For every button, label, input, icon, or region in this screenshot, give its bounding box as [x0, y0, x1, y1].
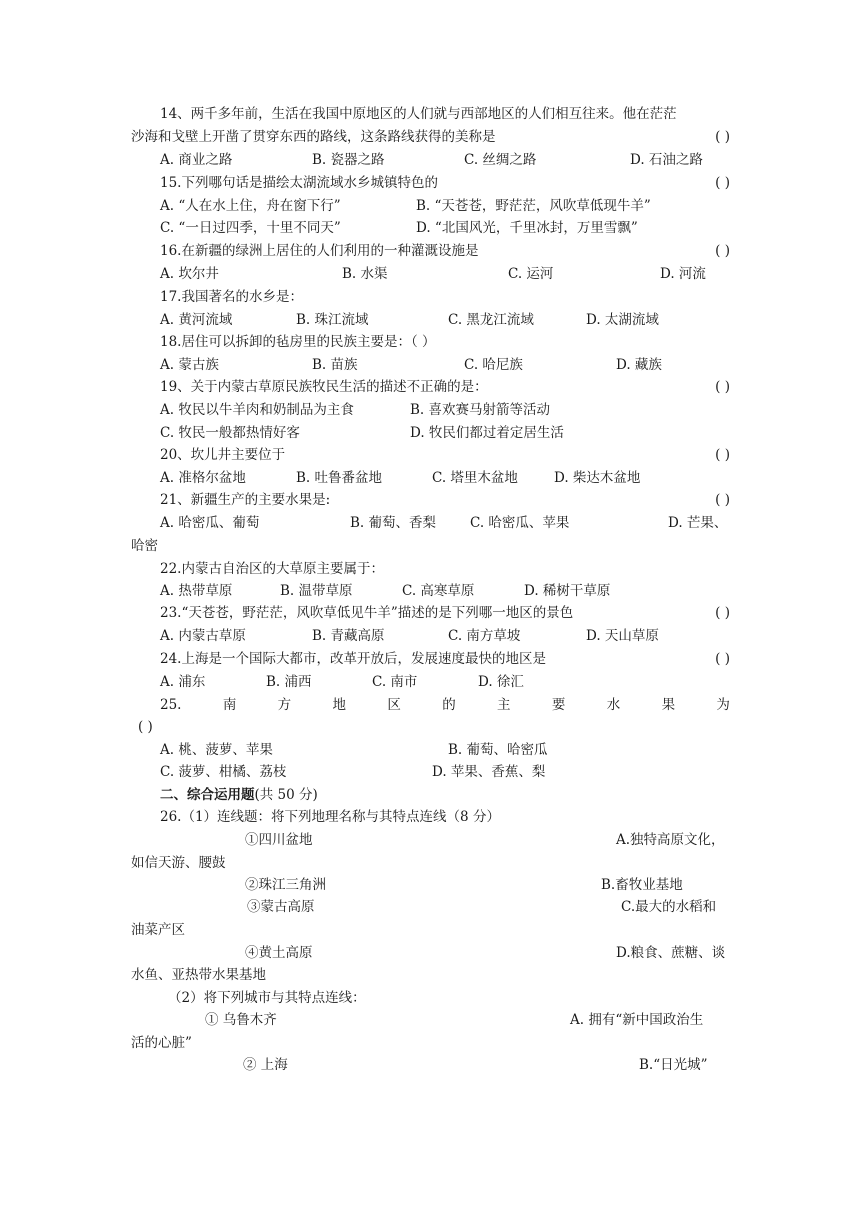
q25-stem-char: 方 — [277, 697, 292, 713]
q18-options — [160, 356, 730, 374]
q14-option-a[interactable]: A. 商业之路 — [160, 152, 233, 168]
q16-option-a[interactable]: A. 坎尔井 — [160, 266, 219, 282]
q15-stem: 15.下列哪句话是描绘太湖流域水乡城镇特色的 — [160, 175, 438, 191]
q18-option-b[interactable]: B. 苗族 — [312, 357, 358, 373]
q21-answer-paren: ( ) — [715, 492, 730, 508]
q26-city-feature-b[interactable]: B.“日光城” — [639, 1057, 708, 1073]
q25-option-a[interactable]: A. 桃、菠萝、苹果 — [160, 742, 273, 758]
q19-stem: 19、关于内蒙古草原民族牧民生活的描述不正确的是： — [160, 379, 488, 395]
q19-options-row1 — [160, 401, 730, 419]
q26-right-item-a[interactable]: A.独特高原文化， — [616, 832, 725, 848]
q25-options-row1 — [160, 741, 730, 759]
q20-option-b[interactable]: B. 吐鲁番盆地 — [296, 470, 383, 486]
q15-options-row1 — [160, 197, 730, 215]
q26-city-item-2[interactable]: ② 上海 — [243, 1057, 288, 1073]
q21-option-c[interactable]: C. 哈密瓜、苹果 — [470, 515, 570, 531]
q19-option-d[interactable]: D. 牧民们都过着定居生活 — [410, 425, 564, 441]
q26-right-item-c-wrap: 油菜产区 — [131, 922, 185, 938]
q19-option-c[interactable]: C. 牧民一般都热情好客 — [160, 425, 300, 441]
q25-stem-char: 的 — [442, 697, 456, 713]
q23-answer-paren: ( ) — [715, 605, 730, 621]
q15-answer-paren: ( ) — [715, 175, 730, 191]
q18-option-c[interactable]: C. 哈尼族 — [464, 357, 523, 373]
q16-answer-paren: ( ) — [715, 243, 730, 259]
q15-option-d[interactable]: D. “北国风光，千里冰封，万里雪飘” — [416, 220, 638, 236]
q14-answer-paren: ( ) — [715, 129, 730, 145]
q21-stem: 21、新疆生产的主要水果是: — [160, 492, 331, 508]
q24-option-a[interactable]: A. 浦东 — [160, 674, 206, 690]
q23-stem: 23.“天苍苍，野茫茫，风吹草低见牛羊”描述的是下列哪一地区的景色 — [160, 605, 574, 621]
q19-option-b[interactable]: B. 喜欢赛马射箭等活动 — [410, 402, 551, 418]
q22-options — [160, 582, 730, 600]
q26-right-item-d-wrap: 水鱼、亚热带水果基地 — [131, 967, 266, 983]
q20-option-c[interactable]: C. 塔里木盆地 — [432, 470, 518, 486]
q26-left-item-4[interactable]: ④黄土高原 — [245, 945, 313, 961]
q16-option-c[interactable]: C. 运河 — [508, 266, 554, 282]
q26-part1-instruction: 26.（1）连线题：将下列地理名称与其特点连线（8 分） — [160, 809, 500, 825]
q20-option-d[interactable]: D. 柴达木盆地 — [554, 470, 641, 486]
q26-right-item-a-wrap: 如信天游、腰鼓 — [131, 855, 226, 871]
q26-right-item-b[interactable]: B.畜牧业基地 — [601, 877, 683, 893]
q15-option-c[interactable]: C. “一日过四季，十里不同天” — [160, 220, 341, 236]
q20-answer-paren: ( ) — [715, 447, 730, 463]
q14-stem-line2: 沙海和戈壁上开凿了贯穿东西的路线，这条路线获得的美称是 — [131, 129, 496, 145]
q25-stem-char: 为 — [716, 697, 730, 713]
q17-option-a[interactable]: A. 黄河流域 — [160, 312, 233, 328]
section2-heading — [160, 786, 318, 804]
q26-left-item-2[interactable]: ②珠江三角洲 — [245, 877, 326, 893]
q14-option-b[interactable]: B. 瓷器之路 — [312, 152, 385, 168]
q24-option-b[interactable]: B. 浦西 — [266, 674, 312, 690]
q19-option-a[interactable]: A. 牧民以牛羊肉和奶制品为主食 — [160, 402, 354, 418]
q25-stem-char: 南 — [222, 697, 237, 713]
q26-left-item-1[interactable]: ①四川盆地 — [245, 832, 313, 848]
q21-option-b[interactable]: B. 葡萄、香梨 — [350, 515, 437, 531]
q15-options-row2 — [160, 219, 730, 237]
q14-stem-line1: 14、两千多年前，生活在我国中原地区的人们就与西部地区的人们相互往来。他在茫茫 — [160, 106, 677, 122]
q26-part2-instruction: （2）将下列城市与其特点连线： — [168, 990, 366, 1006]
section2-score: (共 50 分) — [254, 787, 318, 803]
q16-option-b[interactable]: B. 水渠 — [342, 266, 388, 282]
q17-options — [160, 311, 730, 329]
q25-stem — [160, 696, 730, 714]
q20-option-a[interactable]: A. 准格尔盆地 — [160, 470, 246, 486]
q22-option-a[interactable]: A. 热带草原 — [160, 583, 233, 599]
q17-option-b[interactable]: B. 珠江流域 — [296, 312, 369, 328]
q19-answer-paren: ( ) — [715, 379, 730, 395]
q25-stem-char: 区 — [387, 697, 401, 713]
q17-option-c[interactable]: C. 黑龙江流域 — [448, 312, 534, 328]
q17-option-d[interactable]: D. 太湖流域 — [586, 312, 659, 328]
q24-option-c[interactable]: C. 南市 — [372, 674, 418, 690]
q25-stem-char: 地 — [332, 697, 347, 713]
q19-options-row2 — [160, 424, 730, 442]
q23-options — [160, 627, 730, 645]
q26-right-item-d[interactable]: D.粮食、蔗糖、谈 — [616, 945, 726, 961]
q21-option-d[interactable]: D. 芒果、 — [668, 515, 728, 531]
q25-stem-number: 25. — [160, 697, 182, 713]
q20-options — [160, 469, 730, 487]
q25-answer-paren: ( ) — [138, 719, 153, 735]
q14-options — [160, 151, 730, 169]
q15-option-a[interactable]: A. “人在水上住，舟在窗下行” — [160, 198, 341, 214]
q26-right-item-c[interactable]: C.最大的水稻和 — [621, 899, 717, 915]
q26-city-feature-a-wrap: 活的心脏” — [131, 1035, 192, 1051]
q25-option-b[interactable]: B. 葡萄、哈密瓜 — [448, 742, 548, 758]
q21-option-d-wrap: 哈密 — [131, 538, 158, 554]
q24-answer-paren: ( ) — [715, 651, 730, 667]
q23-option-b[interactable]: B. 青藏高原 — [312, 628, 385, 644]
q22-option-d[interactable]: D. 稀树干草原 — [524, 583, 611, 599]
q17-stem: 17.我国著名的水乡是： — [160, 289, 303, 305]
q22-stem: 22.内蒙古自治区的大草原主要属于： — [160, 561, 384, 577]
section2-title: 二、综合运用题 — [160, 787, 255, 803]
q25-stem-char: 主 — [497, 697, 511, 713]
q23-option-c[interactable]: C. 南方草坡 — [448, 628, 521, 644]
q24-stem: 24.上海是一个国际大都市，改革开放后，发展速度最快的地区是 — [160, 651, 546, 667]
q25-option-d[interactable]: D. 苹果、香蕉、梨 — [432, 764, 546, 780]
q18-option-d[interactable]: D. 藏族 — [616, 357, 662, 373]
q26-city-item-1[interactable]: ① 乌鲁木齐 — [205, 1012, 277, 1028]
q23-option-d[interactable]: D. 天山草原 — [586, 628, 659, 644]
q24-options — [160, 673, 730, 691]
q14-option-d[interactable]: D. 石油之路 — [630, 152, 703, 168]
q16-options — [160, 265, 730, 283]
q25-options-row2 — [160, 763, 730, 781]
q26-left-item-3[interactable]: ③蒙古高原 — [247, 899, 315, 915]
q26-city-feature-a[interactable]: A. 拥有“新中国政治生 — [570, 1012, 704, 1028]
q22-option-b[interactable]: B. 温带草原 — [280, 583, 353, 599]
q25-stem-char: 水 — [606, 697, 621, 713]
q24-option-d[interactable]: D. 徐汇 — [478, 674, 524, 690]
q21-option-a[interactable]: A. 哈密瓜、葡萄 — [160, 515, 260, 531]
q21-options — [160, 514, 730, 532]
q15-option-b[interactable]: B. “天苍苍，野茫茫，风吹草低现牛羊” — [416, 198, 651, 214]
q22-option-c[interactable]: C. 高寒草原 — [402, 583, 475, 599]
q16-option-d[interactable]: D. 河流 — [660, 266, 706, 282]
q14-option-c[interactable]: C. 丝绸之路 — [464, 152, 537, 168]
q20-stem: 20、坎儿井主要位于 — [160, 447, 286, 463]
q18-option-a[interactable]: A. 蒙古族 — [160, 357, 219, 373]
q18-stem: 18.居住可以拆卸的毡房里的民族主要是：（ ） — [160, 334, 436, 350]
q25-option-c[interactable]: C. 菠萝、柑橘、荔枝 — [160, 764, 287, 780]
q25-stem-char: 果 — [661, 697, 676, 713]
q23-option-a[interactable]: A. 内蒙古草原 — [160, 628, 246, 644]
q25-stem-char: 要 — [551, 697, 566, 713]
q16-stem: 16.在新疆的绿洲上居住的人们利用的一种灌溉设施是 — [160, 243, 479, 259]
